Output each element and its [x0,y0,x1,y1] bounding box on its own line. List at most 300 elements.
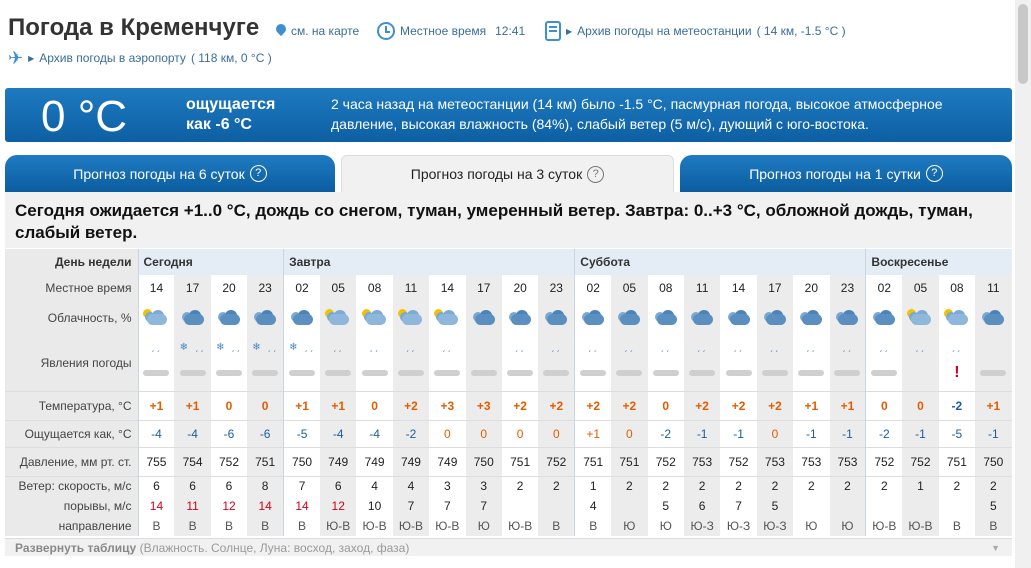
wind-cell: 4 [393,476,429,496]
feels-cell: -1 [830,420,866,447]
gusts-cell: 14 [247,496,283,516]
feels-cell: 0 [611,420,647,447]
temp-cell: 0 [356,391,392,420]
fog-icon [798,370,824,376]
temp-cell: +3 [466,391,502,420]
cloudy-icon [289,308,315,328]
cloudy-icon [980,308,1006,328]
forecast-summary: Сегодня ожидается +1..0 °C, дождь со снегом, туман, умеренный ветер. Завтра: 0..+3 °C, обложной дождь, туман, слабый ветер. [5,192,1012,248]
cloudy-icon [507,308,533,328]
direction-cell: Ю-З [684,516,720,536]
temp-cell: +2 [575,391,611,420]
cloudy-icon [543,308,569,328]
gusts-cell [611,496,647,516]
gusts-cell: 5 [757,496,793,516]
row-label-wind: Ветер: скорость, м/с [5,476,138,496]
gusts-cell [866,496,902,516]
direction-cell: Ю-В [902,516,938,536]
phenomena-cell [684,335,720,391]
cloudy-icon [216,308,242,328]
cloud-cell [174,301,210,335]
phenomena-cell [611,335,647,391]
wind-cell: 2 [757,476,793,496]
phenomena-cell [138,335,174,391]
pressure-cell: 755 [138,447,174,476]
phenomena-cell [174,335,210,391]
time-cell: 17 [174,275,210,301]
pressure-cell: 750 [284,447,320,476]
day-header: Сегодня [138,249,284,275]
cloudy-icon [471,308,497,328]
pressure-row [5,447,1012,476]
tab-one-day-label[interactable]: Прогноз погоды на 1 сутки [749,165,921,182]
fog-icon [289,370,315,376]
phenomena-cell [538,335,574,391]
phenomena-cell [939,335,975,391]
pressure-cell: 751 [939,447,975,476]
fog-icon [471,370,497,376]
cloud-cell [466,301,502,335]
cloud-cell [975,301,1012,335]
temp-cell: 0 [902,391,938,420]
wind-cell: 6 [138,476,174,496]
cloud-cell [684,301,720,335]
cloud-cell [757,301,793,335]
temp-cell: 0 [211,391,247,420]
gusts-cell: 6 [684,496,720,516]
cloudy-icon [871,308,897,328]
fog-icon [543,370,569,376]
partly-cloudy-icon [325,308,351,328]
pressure-cell: 752 [648,447,684,476]
row-label-pressure: Давление, мм рт. ст. [5,447,138,476]
gusts-cell [502,496,538,516]
cloud-cell [866,301,902,335]
cloudy-icon [726,308,752,328]
cloud-cell [284,301,320,335]
tab-one-day[interactable] [680,155,1012,192]
direction-cell: Ю-В [393,516,429,536]
direction-cell: В [284,516,320,536]
fog-icon [252,370,278,376]
pressure-cell: 752 [720,447,756,476]
cloud-cell [247,301,283,335]
gusts-cell: 14 [138,496,174,516]
pressure-cell: 752 [902,447,938,476]
pressure-cell: 752 [211,447,247,476]
temp-cell: +1 [793,391,829,420]
cloud-cell [720,301,756,335]
gusts-row [5,496,1012,516]
wind-cell: 7 [284,476,320,496]
rain-icon: ˏˏ [550,341,562,353]
wind-cell: 6 [320,476,356,496]
feels-cell: -1 [975,420,1012,447]
fog-icon [507,370,533,376]
temp-cell: +2 [393,391,429,420]
gusts-cell: 7 [720,496,756,516]
fog-icon [180,370,206,376]
temp-cell: +1 [284,391,320,420]
time-cell: 23 [830,275,866,301]
feels-line-2: как -6 °C [186,116,252,133]
days-row [5,249,1012,275]
cloudy-icon [798,308,824,328]
map-link-label[interactable]: см. на карте [291,24,360,38]
fog-icon [616,370,642,376]
temp-row [5,391,1012,420]
cloud-cell [575,301,611,335]
cloud-cell [320,301,356,335]
rain-icon: ˏˏ [660,341,672,353]
temp-cell: 0 [648,391,684,420]
direction-cell: В [211,516,247,536]
wind-cell: 2 [538,476,574,496]
day-header: Суббота [575,249,866,275]
wind-cell: 4 [356,476,392,496]
sleet-icon: ❄ ˏˏ [252,341,279,353]
pressure-cell: 753 [793,447,829,476]
expand-table-button[interactable] [5,538,1012,556]
rain-icon: ˏˏ [805,341,817,353]
pressure-cell: 749 [356,447,392,476]
feels-cell: -2 [393,420,429,447]
time-cell: 11 [684,275,720,301]
pressure-cell: 752 [538,447,574,476]
direction-cell: Ю-В [356,516,392,536]
row-label-feels: Ощущается как, °C [5,420,138,447]
fog-icon [726,370,752,376]
forecast-tabs [5,155,1012,192]
gusts-cell: 7 [466,496,502,516]
phenomena-cell [284,335,320,391]
feels-cell: -5 [284,420,320,447]
arrow-right-icon: ▶ [28,53,35,63]
time-cell: 23 [538,275,574,301]
tab-three-days[interactable] [341,155,674,192]
feels-cell: -6 [211,420,247,447]
direction-cell: Ю [648,516,684,536]
row-label-day: День недели [5,249,138,275]
local-time [377,22,525,40]
time-cell: 14 [138,275,174,301]
fog-icon [762,370,788,376]
direction-cell: В [575,516,611,536]
current-temperature: 0 °C [41,92,128,141]
time-cell: 23 [247,275,283,301]
station-archive-link[interactable] [545,21,846,41]
help-icon[interactable]: ? [926,165,943,182]
time-cell: 08 [648,275,684,301]
direction-cell: В [138,516,174,536]
direction-cell: Ю [830,516,866,536]
feels-cell: +1 [575,420,611,447]
direction-cell: В [247,516,283,536]
help-icon[interactable]: ? [250,165,267,182]
arrow-right-icon: ▶ [566,26,573,36]
time-row [5,275,1012,301]
rain-icon: ˏˏ [624,341,635,353]
pressure-cell: 753 [757,447,793,476]
row-label-time: Местное время [5,275,138,301]
cloud-cell [356,301,392,335]
temp-cell: +2 [538,391,574,420]
cloud-cell [830,301,866,335]
phenomena-cell [502,335,538,391]
fog-icon [362,370,388,376]
rain-icon: ˏˏ [442,341,453,353]
phenomena-cell [648,335,684,391]
wind-row [5,476,1012,496]
warning-icon: ! [954,363,960,381]
page-title: Погода в Кременчуге [8,14,260,41]
time-cell: 17 [466,275,502,301]
cloud-cell [211,301,247,335]
rain-icon: ˏˏ [369,341,380,353]
station-icon [545,21,561,41]
wind-cell: 2 [502,476,538,496]
current-weather-panel [5,88,1012,142]
wind-cell: 2 [611,476,647,496]
gusts-cell: 12 [211,496,247,516]
temp-cell: +2 [502,391,538,420]
forecast-table [5,249,1012,536]
temp-cell: +1 [975,391,1012,420]
feels-cell: -1 [793,420,829,447]
wind-cell: 2 [684,476,720,496]
phenomena-cell [793,335,829,391]
cloudy-icon [762,308,788,328]
time-cell: 11 [393,275,429,301]
airport-archive-link[interactable] [8,49,272,67]
fog-icon [871,370,897,376]
time-cell: 14 [720,275,756,301]
temp-cell: +2 [757,391,793,420]
sleet-icon: ❄ ˏˏ [216,341,242,353]
wind-cell: 2 [975,476,1012,496]
phenomena-row [5,335,1012,391]
pressure-cell: 749 [393,447,429,476]
gusts-cell: 7 [429,496,465,516]
map-link[interactable] [276,24,359,38]
direction-cell: В [174,516,210,536]
help-icon[interactable]: ? [587,166,604,183]
airport-archive-label[interactable]: Архив погоды в аэропорту [39,51,186,65]
wind-cell: 6 [211,476,247,496]
direction-cell: Ю-В [429,516,465,536]
sleet-icon: ❄ ˏˏ [289,341,315,353]
tab-six-days[interactable] [5,155,335,192]
row-label-direction: направление [5,516,138,536]
chevron-down-icon[interactable]: ▼ [991,543,1000,553]
time-cell: 08 [356,275,392,301]
time-cell: 20 [793,275,829,301]
fog-icon [980,370,1006,376]
fog-icon [434,370,460,376]
fog-icon [216,370,242,376]
cloudy-icon [580,308,606,328]
gusts-cell: 7 [393,496,429,516]
cloud-cell [393,301,429,335]
feels-cell: -1 [684,420,720,447]
gusts-cell [793,496,829,516]
expand-details: (Влажность. Солнце, Луна: восход, заход, фаза) [139,541,410,555]
cloud-cell [648,301,684,335]
phenomena-cell [866,335,902,391]
cloud-cell [902,301,938,335]
direction-cell: Ю-В [502,516,538,536]
airport-archive-info: ( 118 км, 0 °C ) [190,51,272,65]
fog-icon [398,370,424,376]
rain-icon: ˏˏ [696,341,708,353]
pressure-cell: 749 [429,447,465,476]
clouds-row [5,301,1012,335]
temp-cell: +3 [429,391,465,420]
temp-cell: +1 [138,391,174,420]
fog-icon [580,370,606,376]
direction-cell: Ю-В [320,516,356,536]
wind-cell: 2 [648,476,684,496]
wind-cell: 1 [902,476,938,496]
rain-icon: ˏˏ [514,341,526,353]
cloud-cell [502,301,538,335]
fog-icon [689,370,715,376]
time-cell: 02 [284,275,320,301]
feels-cell: 0 [429,420,465,447]
plane-icon: ✈ [8,48,24,68]
phenomena-cell [429,335,465,391]
pressure-cell: 754 [174,447,210,476]
pressure-cell: 752 [866,447,902,476]
wind-cell: 1 [575,476,611,496]
temp-cell: +1 [830,391,866,420]
cloudy-icon [689,308,715,328]
pressure-cell: 753 [684,447,720,476]
direction-cell: Ю-В [866,516,902,536]
clock-icon [377,22,395,40]
direction-row [5,516,1012,536]
scrollbar-thumb[interactable] [1018,4,1028,84]
fog-icon [143,370,169,376]
pressure-cell: 751 [502,447,538,476]
direction-cell: Ю-З [757,516,793,536]
cloudy-icon [834,308,860,328]
temp-cell: 0 [866,391,902,420]
rain-icon: ˏˏ [769,341,781,353]
rain-icon: ˏˏ [915,341,926,353]
pressure-cell: 750 [466,447,502,476]
current-feels-like [186,95,275,135]
phenomena-cell [356,335,392,391]
gusts-cell [538,496,574,516]
feels-cell: -6 [247,420,283,447]
direction-cell: В [939,516,975,536]
rain-icon: ˏˏ [733,341,744,353]
tab-six-days-label[interactable]: Прогноз погоды на 6 суток [73,165,245,182]
gusts-cell [902,496,938,516]
feels-cell: -2 [648,420,684,447]
gusts-cell: 4 [575,496,611,516]
expand-label[interactable]: Развернуть таблицу [15,541,137,555]
cloud-cell [939,301,975,335]
wind-cell: 3 [429,476,465,496]
feels-cell: 0 [466,420,502,447]
row-label-phenomena: Явления погоды [5,335,138,391]
time-cell: 20 [502,275,538,301]
pressure-cell: 750 [975,447,1012,476]
rain-icon: ˏˏ [951,341,963,353]
cloud-cell [538,301,574,335]
feels-cell: -2 [866,420,902,447]
time-cell: 05 [320,275,356,301]
cloudy-icon [180,308,206,328]
direction-cell: Ю [611,516,647,536]
pressure-cell: 751 [611,447,647,476]
direction-cell: Ю [466,516,502,536]
phenomena-cell [720,335,756,391]
feels-cell: -1 [720,420,756,447]
wind-cell: 8 [247,476,283,496]
partly-cloudy-icon [143,308,169,328]
phenomena-cell [247,335,283,391]
phenomena-cell [320,335,356,391]
feels-line-1: ощущается [186,96,276,113]
fog-icon [834,370,860,376]
feels-cell: -1 [902,420,938,447]
time-cell: 02 [866,275,902,301]
local-time-value: 12:41 [495,24,526,38]
time-cell: 08 [939,275,975,301]
gusts-cell: 5 [975,496,1012,516]
fog-icon [653,370,679,376]
rain-icon: ˏˏ [587,341,599,353]
time-cell: 14 [429,275,465,301]
rain-icon: ˏˏ [879,341,890,353]
scrollbar[interactable] [1015,0,1031,568]
day-header: Воскресенье [866,249,1012,275]
map-pin-icon [276,24,286,38]
partly-cloudy-icon [434,308,460,328]
rain-icon: ˏˏ [842,341,853,353]
direction-cell: В [538,516,574,536]
station-archive-label[interactable]: Архив погоды на метеостанции [577,24,752,38]
direction-cell: Ю-З [720,516,756,536]
rain-icon: ˏˏ [405,341,417,353]
wind-cell: 2 [830,476,866,496]
time-cell: 02 [575,275,611,301]
feels-cell: -4 [174,420,210,447]
cloud-cell [429,301,465,335]
feels-cell: -4 [356,420,392,447]
temp-cell: +1 [174,391,210,420]
time-cell: 11 [975,275,1012,301]
gusts-cell: 14 [284,496,320,516]
time-cell: 17 [757,275,793,301]
feels-row [5,420,1012,447]
rain-icon: ˏˏ [332,341,344,353]
row-label-clouds: Облачность, % [5,301,138,335]
wind-cell: 2 [939,476,975,496]
row-label-gusts: порывы, м/с [5,496,138,516]
gusts-cell: 11 [174,496,210,516]
wind-cell: 2 [866,476,902,496]
cloudy-icon [252,308,278,328]
phenomena-cell [575,335,611,391]
row-label-temp: Температура, °C [5,391,138,420]
partly-cloudy-icon [398,308,424,328]
tab-three-days-label[interactable]: Прогноз погоды на 3 суток [410,166,583,182]
fog-icon [325,370,351,376]
